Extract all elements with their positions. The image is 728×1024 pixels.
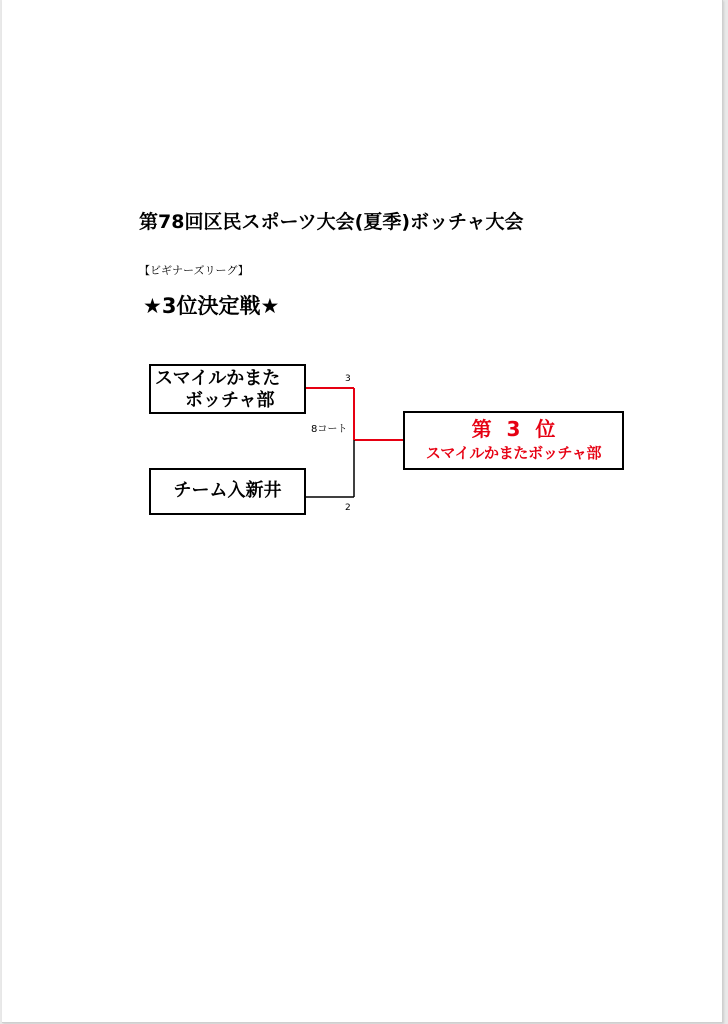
bracket-lines xyxy=(2,0,722,1022)
match-title: ★3位決定戦★ xyxy=(143,294,280,318)
court-label: 8コート xyxy=(311,424,348,435)
team-a-name-line2: ボッチャ部 xyxy=(185,390,275,411)
result-box xyxy=(403,411,624,470)
tournament-title: 第78回区民スポーツ大会(夏季)ボッチャ大会 xyxy=(139,211,524,233)
result-team-name: スマイルかまたボッチャ部 xyxy=(425,444,602,462)
team-a-name-line1: スマイルかまた xyxy=(155,368,281,389)
team-box-team-a xyxy=(149,364,306,414)
team-box-team-b xyxy=(149,468,306,515)
league-label: 【ビギナーズリーグ】 xyxy=(139,264,249,277)
team-b-name: チーム入新井 xyxy=(173,480,282,501)
team-b-score: 2 xyxy=(345,503,351,513)
result-rank: 第 3 位 xyxy=(471,417,556,441)
document-page xyxy=(2,0,723,1023)
team-a-score: 3 xyxy=(345,374,351,384)
